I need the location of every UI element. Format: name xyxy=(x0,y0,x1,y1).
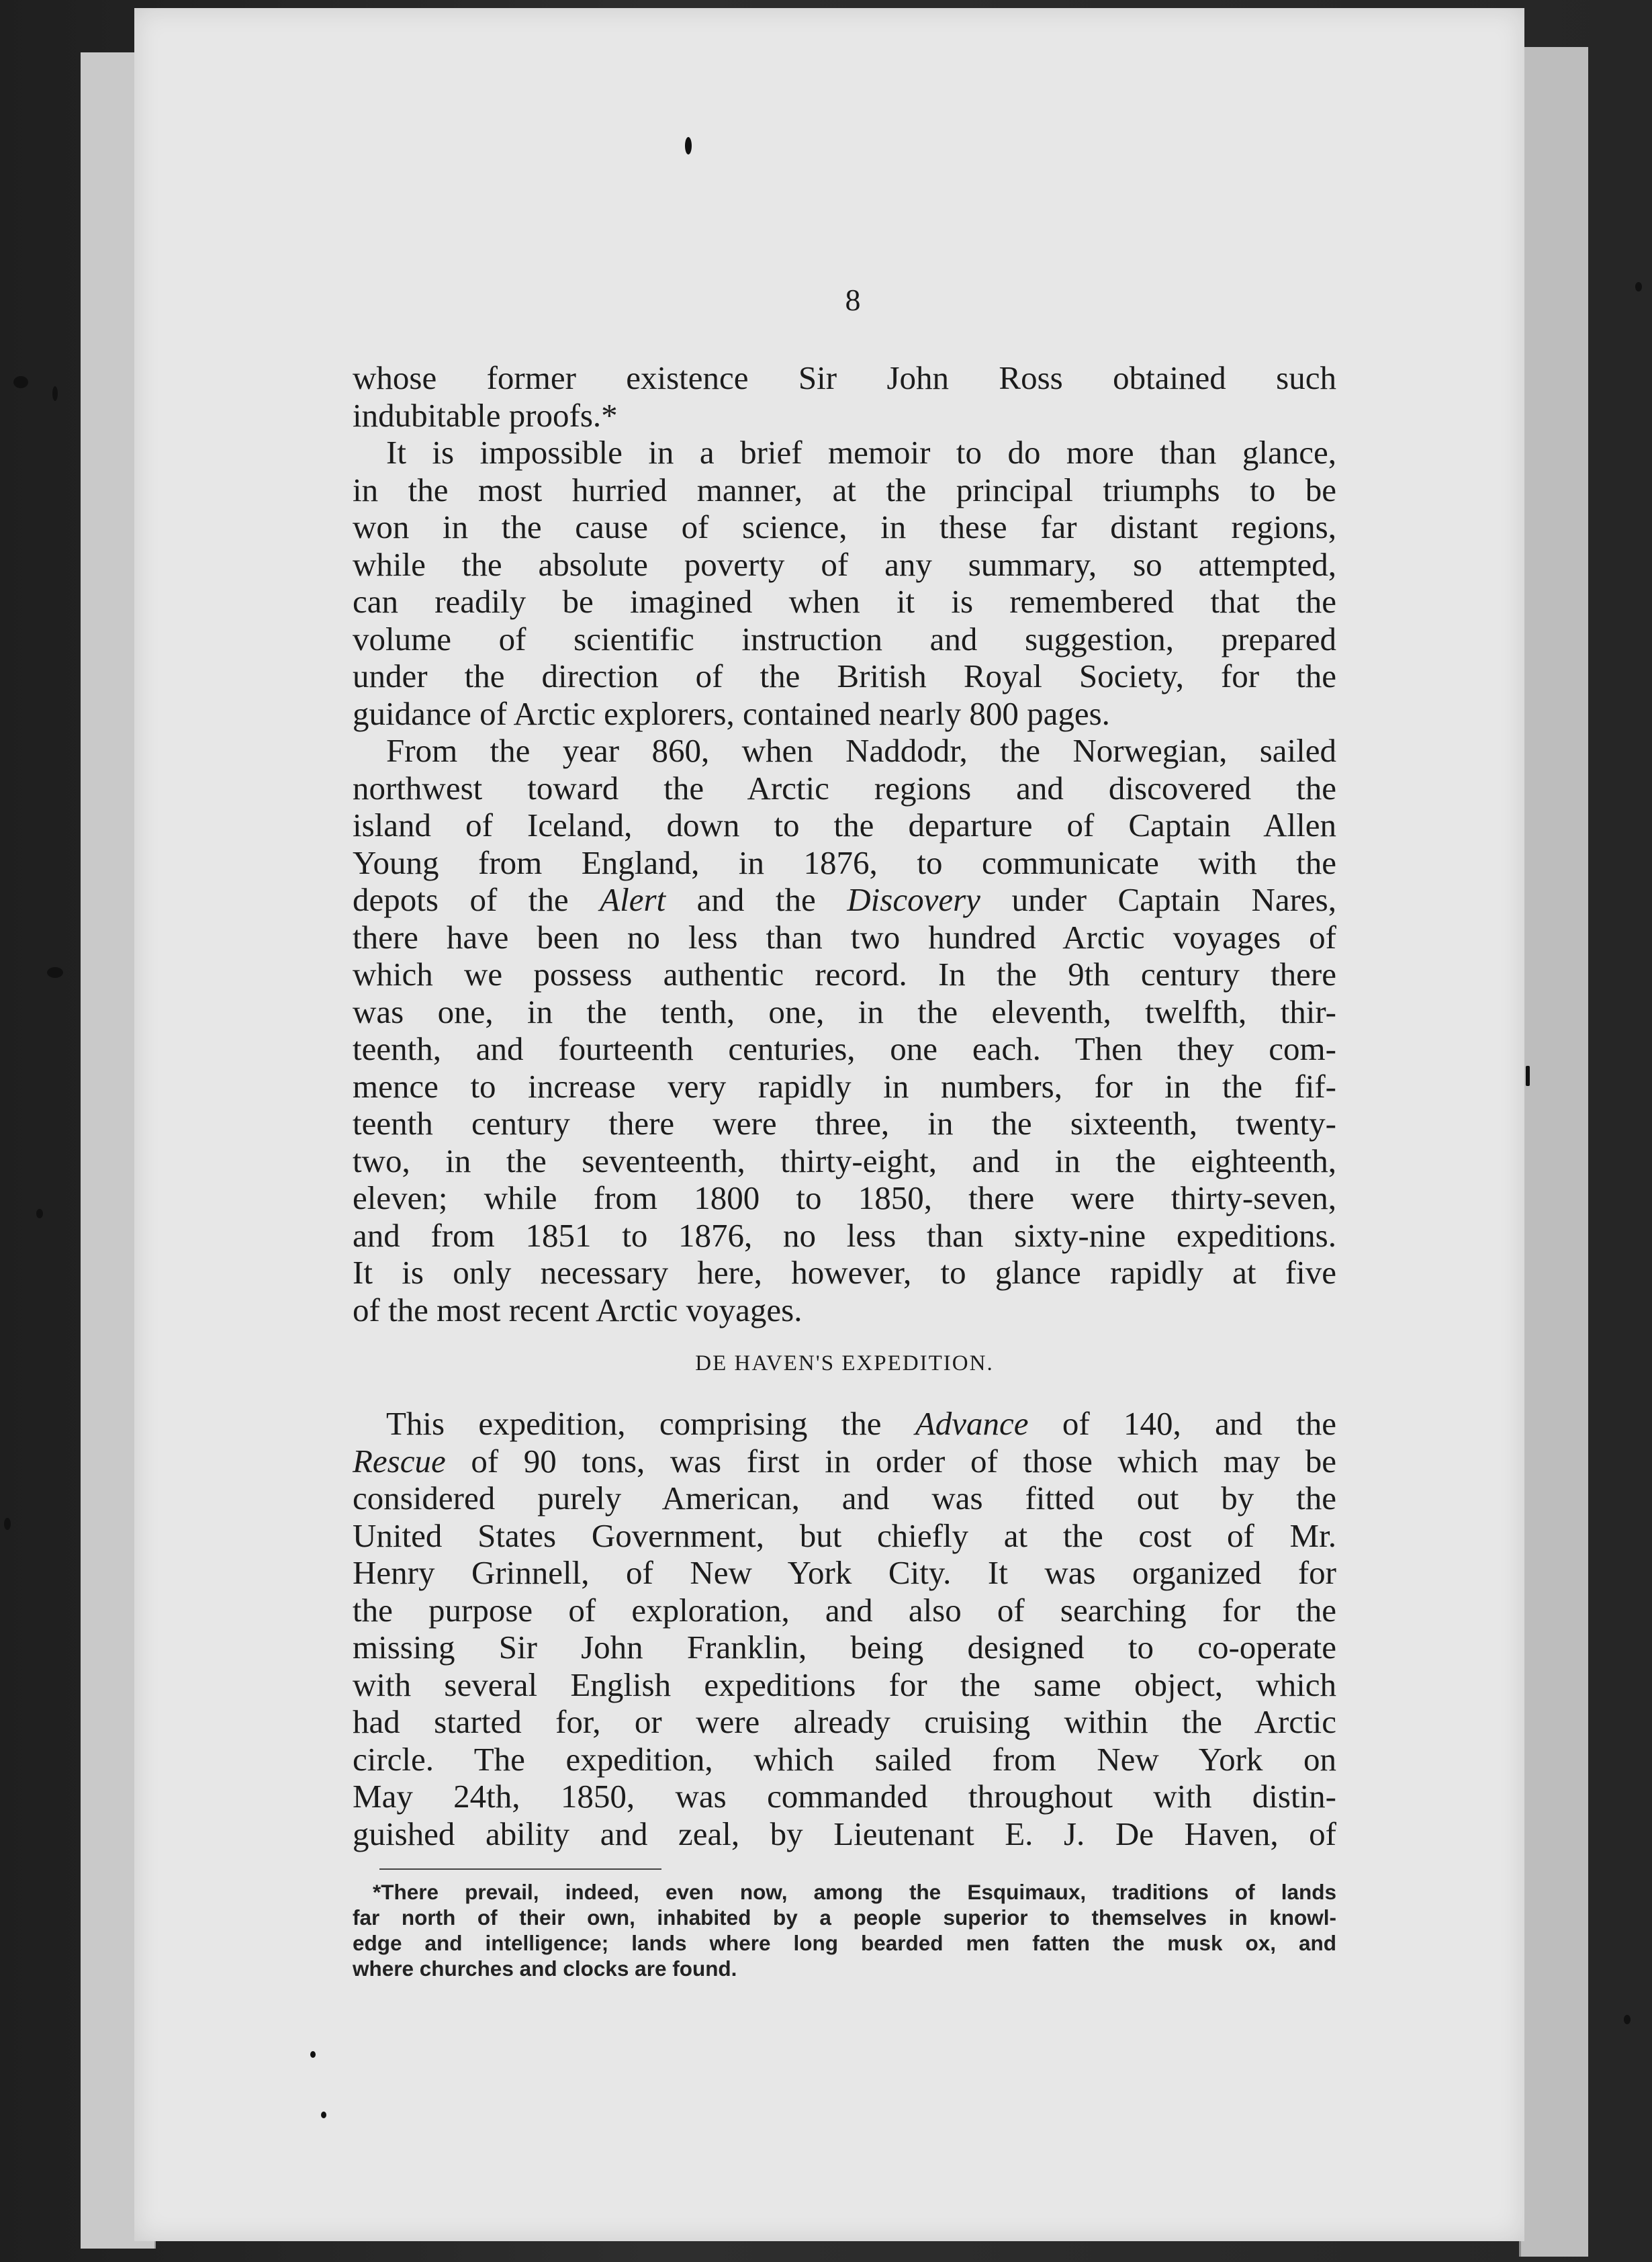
ship-name-advance: Advance xyxy=(915,1405,1029,1442)
text-line: circle. The expedition, which sailed from New York on xyxy=(353,1740,1336,1778)
body-text xyxy=(353,359,1336,1981)
text-line: whose former existence Sir John Ross obtained such xyxy=(353,359,1336,396)
text-line: there have been no less than two hundred Arctic voyages of xyxy=(353,918,1336,956)
text-line: Young from England, in 1876, to communicate with the xyxy=(353,844,1336,881)
text-line: the purpose of exploration, and also of searching for the xyxy=(353,1591,1336,1629)
text-line: can readily be imagined when it is remembered that the xyxy=(353,583,1336,620)
text-line: with several English expeditions for the same object, which xyxy=(353,1666,1336,1703)
paragraph xyxy=(353,1405,1336,1852)
paragraph xyxy=(353,732,1336,1328)
footnote-line: where churches and clocks are found. xyxy=(353,1956,737,1981)
scan-speck xyxy=(13,376,28,388)
text-line: teenth century there were three, in the sixteenth, twenty- xyxy=(353,1105,1336,1142)
footnote-line: *There prevail, indeed, even now, among the Esquimaux, traditions of lands xyxy=(373,1880,1336,1904)
page-speck xyxy=(310,2051,316,2058)
text-line: It is impossible in a brief memoir to do more than glance, xyxy=(386,434,1336,471)
text-line: May 24th, 1850, was commanded throughout with distin- xyxy=(353,1778,1336,1815)
text-line: mence to increase very rapidly in numbers, for in the fif- xyxy=(353,1067,1336,1105)
scan-speck xyxy=(1624,2015,1631,2024)
text-line: won in the cause of science, in these far distant regions, xyxy=(353,508,1336,545)
scan-speck xyxy=(36,1209,43,1218)
paragraph xyxy=(353,434,1336,732)
page-speck xyxy=(1526,1066,1530,1086)
text-line: volume of scientific instruction and suggestion, prepared xyxy=(353,620,1336,658)
text-line: and from 1851 to 1876, no less than sixty-nine expeditions. xyxy=(353,1216,1336,1254)
text-line: It is only necessary here, however, to glance rapidly at five xyxy=(353,1254,1336,1291)
page-number: 8 xyxy=(845,283,861,317)
footnote-rule xyxy=(379,1868,661,1870)
scan-speck xyxy=(52,386,58,401)
scan-speck xyxy=(1635,282,1642,291)
footnote xyxy=(353,1879,1336,1981)
text-line: was one, in the tenth, one, in the eleventh, twelfth, thir- xyxy=(353,993,1336,1030)
ship-name-discovery: Discovery xyxy=(847,881,980,918)
text-line: northwest toward the Arctic regions and discovered the xyxy=(353,769,1336,807)
text-span: depots of the xyxy=(353,881,600,918)
paragraph xyxy=(353,359,1336,434)
page-speck xyxy=(321,2112,326,2118)
text-line: Henry Grinnell, of New York City. It was organized for xyxy=(353,1554,1336,1591)
text-line xyxy=(353,1443,1336,1480)
text-line: under the direction of the British Royal Society, for the xyxy=(353,658,1336,694)
text-line: missing Sir John Franklin, being designed to co-operate xyxy=(353,1629,1336,1666)
text-line: island of Iceland, down to the departure of Captain Allen xyxy=(353,807,1336,844)
text-span: and the xyxy=(666,881,847,918)
text-line xyxy=(353,881,1336,919)
ship-name-rescue: Rescue xyxy=(353,1442,446,1480)
underlying-page-right-edge xyxy=(1519,47,1588,2257)
section-heading: DE HAVEN'S EXPEDITION. xyxy=(695,1351,994,1375)
text-line: indubitable proofs.* xyxy=(353,396,618,434)
footnote-line: edge and intelligence; lands where long bearded men fatten the musk ox, and xyxy=(353,1931,1336,1955)
text-line: while the absolute poverty of any summary, so attempted, xyxy=(353,545,1336,583)
text-span: This expedition, comprising the xyxy=(386,1405,915,1442)
footnote-line: far north of their own, inhabited by a people superior to themselves in knowl- xyxy=(353,1905,1336,1930)
text-line: eleven; while from 1800 to 1850, there were thirty-seven, xyxy=(353,1179,1336,1216)
text-line: had started for, or were already cruising within the Arctic xyxy=(353,1703,1336,1740)
page-speck xyxy=(685,137,692,154)
text-line: teenth, and fourteenth centuries, one each. Then they com- xyxy=(353,1030,1336,1067)
scan-speck xyxy=(47,967,63,978)
text-line xyxy=(353,1405,1336,1443)
text-line: two, in the seventeenth, thirty-eight, and in the eighteenth, xyxy=(353,1142,1336,1179)
text-span: of 140, and the xyxy=(1028,1405,1336,1442)
text-line: which we possess authentic record. In the 9th century there xyxy=(353,956,1336,993)
text-line: in the most hurried manner, at the principal triumphs to be xyxy=(353,471,1336,508)
ship-name-alert: Alert xyxy=(600,881,666,918)
text-line: guidance of Arctic explorers, contained nearly 800 pages. xyxy=(353,694,1110,732)
text-line: United States Government, but chiefly at the cost of Mr. xyxy=(353,1517,1336,1554)
text-span: of 90 tons, was first in order of those which may be xyxy=(445,1442,1336,1480)
text-line: guished ability and zeal, by Lieutenant E. J. De Haven, of xyxy=(353,1815,1336,1852)
text-line: of the most recent Arctic voyages. xyxy=(353,1291,802,1328)
text-line: considered purely American, and was fitted out by the xyxy=(353,1480,1336,1517)
text-span: under Captain Nares, xyxy=(980,881,1336,918)
scan-speck xyxy=(4,1518,11,1530)
text-line: From the year 860, when Naddodr, the Norwegian, sailed xyxy=(386,732,1336,769)
